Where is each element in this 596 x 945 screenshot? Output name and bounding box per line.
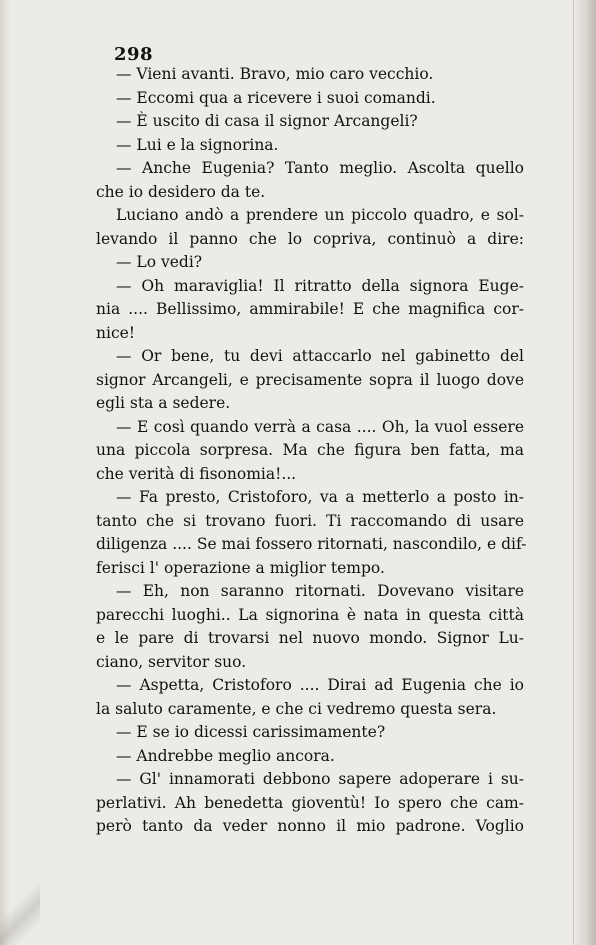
text-line: — Or bene, tu devi attaccarlo nel gabinetto del	[116, 347, 524, 365]
text-line: — Fa presto, Cristoforo, va a metterlo a posto in-	[116, 488, 524, 506]
page-corner-fold	[0, 875, 40, 945]
text-line: — È uscito di casa il signor Arcangeli?	[116, 112, 418, 130]
text-line: nia .... Bellissimo, ammirabile! E che magnifica cor-	[96, 300, 524, 318]
page-number: 298	[114, 44, 154, 65]
body-text	[96, 63, 527, 839]
text-line: — Oh maraviglia! Il ritratto della signora Euge-	[116, 276, 524, 295]
text-line: che io desidero da te.	[96, 182, 266, 201]
text-line: diligenza .... Se mai fossero ritornati, nascondilo, e dif-	[96, 535, 527, 553]
text-line: levando il panno che lo copriva, continuò a dire:	[96, 229, 524, 248]
text-line: — Anche Eugenia? Tanto meglio. Ascolta quello	[116, 159, 524, 177]
text-line: parecchi luoghi.. La signorina è nata in questa città	[96, 605, 524, 624]
text-line: ferisci l' operazione a miglior tempo.	[96, 558, 385, 577]
text-line: — Aspetta, Cristoforo .... Dirai ad Eugenia che io	[116, 676, 524, 694]
text-line: Luciano andò a prendere un piccolo quadro, e sol-	[116, 206, 524, 224]
text-line: però tanto da veder nonno il mio padrone. Voglio	[96, 817, 524, 835]
text-line: — Eh, non saranno ritornati. Dovevano visitare	[116, 582, 524, 600]
text-line: — Lui e la signorina.	[116, 135, 279, 154]
text-line: — E così quando verrà a casa .... Oh, la vuol essere	[116, 417, 524, 436]
text-line: — Lo vedi?	[116, 253, 203, 271]
text-line: — E se io dicessi carissimamente?	[116, 723, 386, 741]
text-line: egli sta a sedere.	[96, 394, 231, 412]
page-right-edge	[573, 0, 596, 945]
text-line: — Vieni avanti. Bravo, mio caro vecchio.	[116, 65, 434, 83]
page-left-edge	[0, 0, 10, 945]
text-line: — Eccomi qua a ricevere i suoi comandi.	[116, 88, 436, 107]
text-line: ciano, servitor suo.	[96, 652, 247, 671]
text-line: una piccola sorpresa. Ma che figura ben fatta, ma	[96, 441, 524, 459]
text-line: che verità di fisonomia!...	[96, 464, 297, 483]
text-line: — Andrebbe meglio ancora.	[116, 746, 335, 765]
text-line: e le pare di trovarsi nel nuovo mondo. Signor Lu-	[96, 629, 524, 647]
text-line: nice!	[96, 323, 136, 342]
text-line: — Gl' innamorati debbono sapere adoperare i su-	[116, 770, 524, 788]
text-line: signor Arcangeli, e precisamente sopra il luogo dove	[96, 370, 524, 389]
text-line: tanto che si trovano fuori. Ti raccomando di usare	[96, 511, 524, 530]
text-line: la saluto caramente, e che ci vedremo questa sera.	[96, 699, 497, 718]
text-line: perlativi. Ah benedetta gioventù! Io spero che cam-	[96, 793, 524, 812]
